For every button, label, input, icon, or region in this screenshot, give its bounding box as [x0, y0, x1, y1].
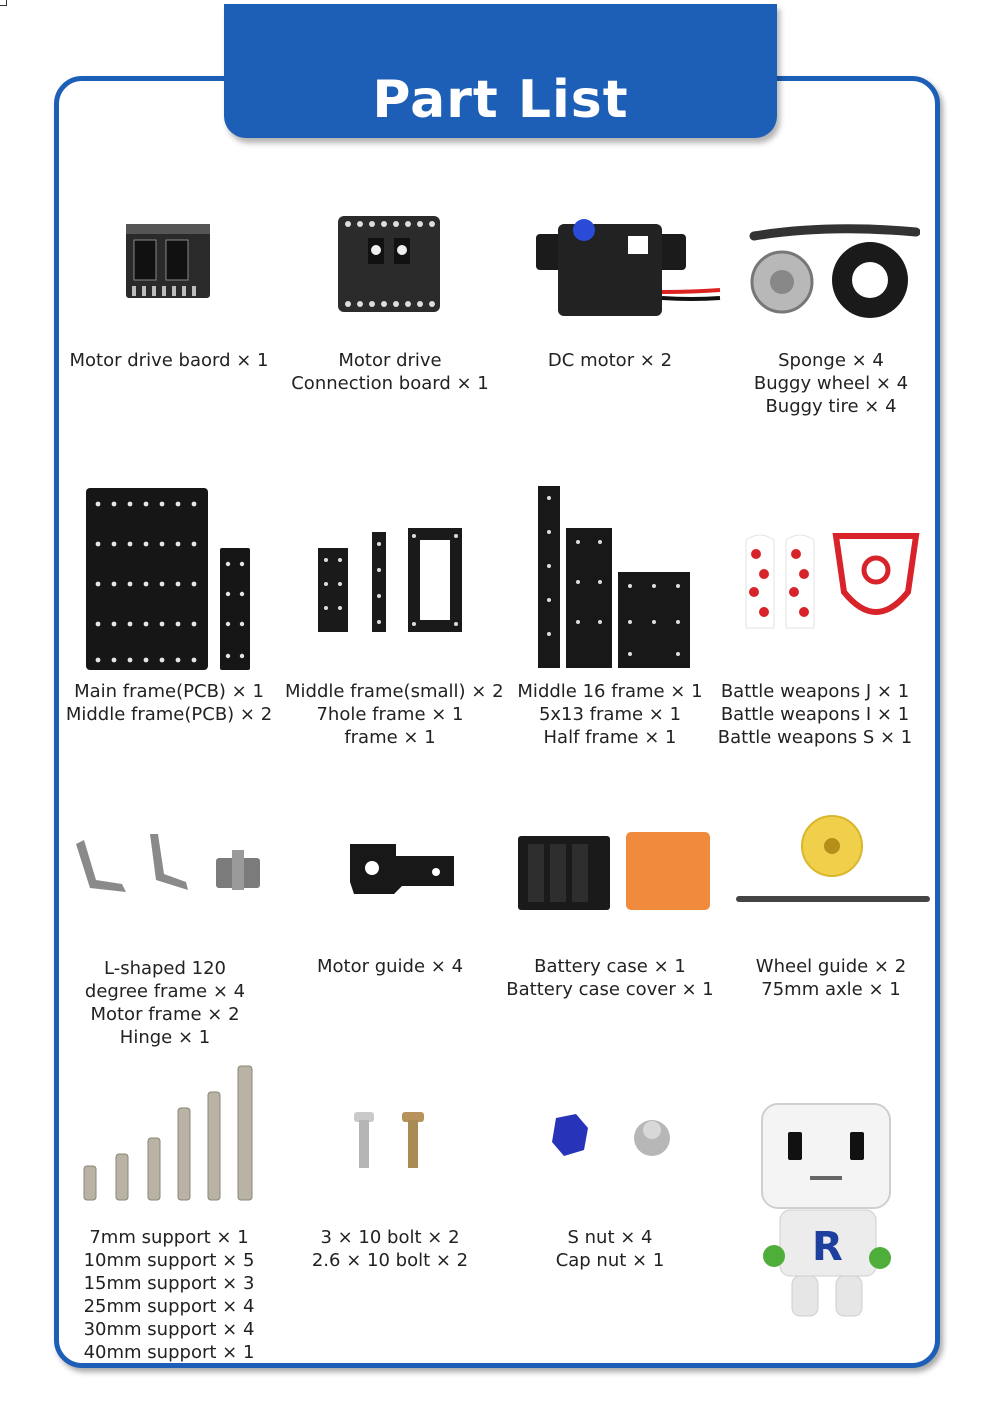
header-tab	[224, 4, 777, 138]
caption-line: 40mm support × 1	[83, 1342, 255, 1363]
caption-line: Motor drive baord × 1	[69, 350, 269, 371]
caption-line: 7mm support × 1	[89, 1227, 249, 1248]
connection-board-image	[334, 212, 444, 316]
battle-weapons-image	[740, 530, 922, 634]
caption-line: Half frame × 1	[543, 727, 677, 748]
caption-line: 10mm support × 5	[83, 1250, 255, 1271]
caption-line: Middle frame(small) × 2	[285, 681, 504, 702]
mascot-logo-letter: R	[812, 1224, 843, 1270]
caption-line: 7hole frame × 1	[316, 704, 464, 725]
caption-line: degree frame × 4	[84, 981, 246, 1002]
caption-line: 15mm support × 3	[83, 1273, 255, 1294]
caption-line: DC motor × 2	[547, 350, 673, 371]
caption-line: Battle weapons J × 1	[720, 681, 910, 702]
main-frame-image	[82, 484, 254, 674]
caption-middle-16-frame	[505, 680, 715, 749]
caption-line: 30mm support × 4	[83, 1319, 255, 1340]
caption-line: Main frame(PCB) × 1	[74, 681, 264, 702]
caption-line: Buggy wheel × 4	[753, 373, 909, 394]
caption-line: Motor frame × 2	[90, 1004, 240, 1025]
page-title: Part List	[372, 70, 629, 130]
caption-line: 75mm axle × 1	[761, 979, 901, 1000]
nuts-image	[544, 1110, 674, 1162]
middle-frames-image	[314, 524, 466, 636]
caption-line: Buggy tire × 4	[765, 396, 897, 417]
wheels-and-sponge-image	[748, 222, 920, 322]
caption-line: Motor drive	[338, 350, 442, 371]
caption-wheels	[726, 349, 936, 418]
caption-line: Wheel guide × 2	[755, 956, 907, 977]
caption-nuts	[505, 1226, 715, 1272]
l-frames-and-hinge-image	[70, 828, 270, 900]
caption-line: Sponge × 4	[778, 350, 884, 371]
caption-main-frame	[64, 680, 274, 726]
caption-line: Hinge × 1	[119, 1027, 211, 1048]
wheel-guide-and-axle-image	[730, 814, 936, 906]
battery-case-image	[514, 826, 714, 914]
caption-line: Cap nut × 1	[555, 1250, 665, 1271]
caption-line: Connection board × 1	[291, 373, 489, 394]
caption-motor-guide	[285, 955, 495, 978]
dc-motor-image	[532, 210, 722, 322]
caption-battle-weapons	[710, 680, 920, 749]
caption-line: frame × 1	[344, 727, 436, 748]
caption-line: Battery case cover × 1	[506, 979, 714, 1000]
caption-line: S nut × 4	[567, 1227, 653, 1248]
caption-line: 2.6 × 10 bolt × 2	[311, 1250, 469, 1271]
caption-middle-frames	[285, 680, 504, 749]
caption-motor-drive-board	[64, 349, 274, 372]
corner-crop-mark	[0, 0, 7, 6]
caption-line: Middle frame(PCB) × 2	[65, 704, 273, 725]
robot-mascot-image	[752, 1098, 902, 1322]
caption-line: Motor guide × 4	[316, 956, 464, 977]
middle-16-frame-image	[534, 482, 694, 672]
caption-l-frames	[60, 957, 270, 1049]
caption-line: 5x13 frame × 1	[538, 704, 682, 725]
caption-line: Battle weapons S × 1	[717, 727, 913, 748]
caption-line: L-shaped 120	[103, 958, 227, 979]
caption-line: 25mm support × 4	[83, 1296, 255, 1317]
motor-drive-board-image	[122, 220, 214, 302]
caption-line: 3 × 10 bolt × 2	[320, 1227, 460, 1248]
caption-dc-motor	[505, 349, 715, 372]
motor-guide-image	[344, 838, 464, 898]
caption-line: Middle 16 frame × 1	[517, 681, 703, 702]
caption-bolts	[285, 1226, 495, 1272]
caption-line: Battery case × 1	[534, 956, 686, 977]
caption-connection-board	[285, 349, 495, 395]
caption-wheel-guide	[726, 955, 936, 1001]
caption-supports	[64, 1226, 274, 1364]
supports-image	[76, 1062, 266, 1204]
caption-line: Battle weapons I × 1	[720, 704, 910, 725]
caption-battery-case	[505, 955, 715, 1001]
bolts-image	[344, 1108, 434, 1172]
